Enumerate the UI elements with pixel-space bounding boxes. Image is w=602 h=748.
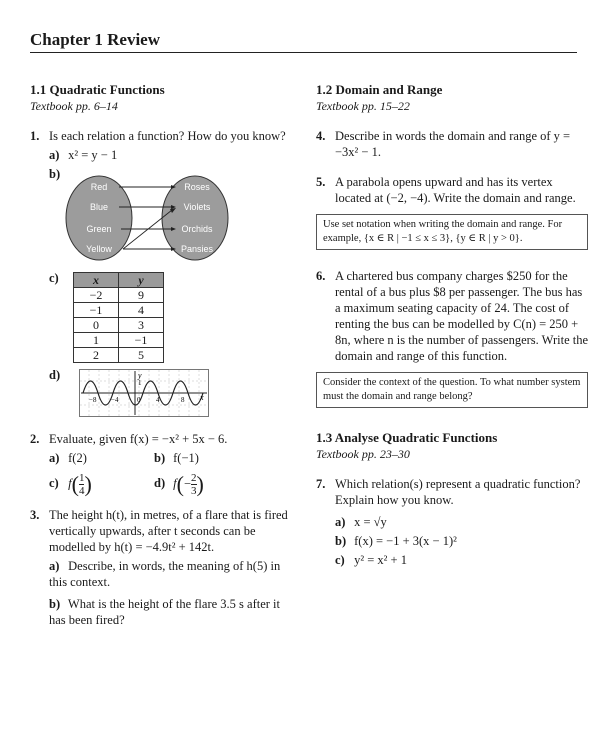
question-text: Is each relation a function? How do you know? bbox=[49, 129, 286, 143]
part-text: f(2) bbox=[68, 451, 87, 465]
question-text: The height h(t), in metres, of a flare that is fired vertically upwards, after t seconds can be modelled by h(t) = −4.9t² + 142t. bbox=[49, 508, 288, 554]
table-row bbox=[74, 303, 164, 318]
part-label: c) bbox=[49, 271, 59, 285]
sine-graph bbox=[79, 369, 292, 421]
table-cell: 4 bbox=[119, 303, 164, 318]
part-label: a) bbox=[49, 148, 60, 162]
question-number: 5. bbox=[316, 175, 326, 189]
question-text: Describe in words the domain and range of y = −3x² − 1. bbox=[335, 129, 571, 159]
mapping-diagram bbox=[59, 174, 292, 266]
hint-box-domain-range: Use set notation when writing the domain and range. For example, {x ∈ R | −1 ≤ x ≤ 3}, {y ∈ R | y > 0}. bbox=[316, 214, 588, 250]
xy-table bbox=[73, 272, 164, 363]
table-row bbox=[74, 318, 164, 333]
table-cell: 1 bbox=[74, 333, 119, 348]
question-number: 7. bbox=[316, 477, 326, 491]
table-header-y: y bbox=[119, 273, 164, 288]
question-7 bbox=[316, 476, 588, 568]
question-6 bbox=[316, 268, 588, 364]
table-cell: 3 bbox=[119, 318, 164, 333]
part-text: Describe, in words, the meaning of h(5) in this context. bbox=[49, 559, 281, 589]
table-row bbox=[74, 333, 164, 348]
question-number: 4. bbox=[316, 129, 326, 143]
part-b bbox=[335, 533, 588, 549]
domain-item-blue: Blue bbox=[89, 202, 109, 212]
question-number: 3. bbox=[30, 508, 40, 522]
right-column bbox=[316, 82, 588, 568]
table-cell: 9 bbox=[119, 288, 164, 303]
question-text: Which relation(s) represent a quadratic function? Explain how you know. bbox=[335, 477, 581, 507]
range-item-violets: Violets bbox=[183, 202, 211, 212]
x-tick-label: 0 bbox=[137, 396, 141, 404]
part-label: a) bbox=[335, 515, 346, 529]
section-heading-1-1: 1.1 Quadratic Functions bbox=[30, 82, 165, 97]
part-label: a) bbox=[49, 559, 60, 573]
part-label: d) bbox=[154, 476, 166, 491]
part-label: b) bbox=[335, 534, 347, 548]
section-ref-1-1: Textbook pp. 6–14 bbox=[30, 99, 118, 113]
part-d bbox=[49, 367, 292, 421]
x-tick-label: −4 bbox=[111, 396, 119, 404]
part-text: What is the height of the flare 3.5 s after it has been fired? bbox=[49, 597, 280, 627]
part-label: c) bbox=[335, 553, 345, 567]
parts-row-ab bbox=[49, 450, 292, 466]
left-column bbox=[30, 82, 292, 628]
table-row bbox=[74, 348, 164, 363]
range-item-roses: Roses bbox=[184, 182, 210, 192]
y-axis-label: y bbox=[138, 371, 142, 380]
part-label: b) bbox=[49, 167, 61, 181]
x-tick-label: 4 bbox=[156, 396, 160, 404]
part-text: f(x) = −1 + 3(x − 1)² bbox=[354, 534, 457, 548]
range-item-orchids: Orchids bbox=[181, 224, 213, 234]
y-tick-label: 1 bbox=[138, 379, 142, 387]
table-header-x: x bbox=[74, 273, 119, 288]
parts-row-cd: c) f( $\frac{1}{4}$ ) d) f(− $\frac{2}{3}$ ) bbox=[49, 471, 204, 497]
table-cell: 5 bbox=[119, 348, 164, 363]
question-4 bbox=[316, 128, 588, 160]
part-label: b) bbox=[154, 451, 166, 465]
part-label: b) bbox=[49, 597, 61, 611]
question-2 bbox=[30, 431, 292, 497]
x-axis-label: x bbox=[200, 393, 204, 402]
part-c bbox=[335, 552, 588, 568]
part-text: x² = y − 1 bbox=[68, 148, 118, 162]
x-tick-label: 8 bbox=[181, 396, 185, 404]
domain-item-yellow: Yellow bbox=[86, 244, 112, 254]
domain-item-red: Red bbox=[90, 182, 108, 192]
table-cell: −1 bbox=[119, 333, 164, 348]
part-label: a) bbox=[49, 451, 60, 465]
question-number: 6. bbox=[316, 269, 326, 283]
part-label: d) bbox=[49, 368, 61, 382]
part-text: x = √y bbox=[354, 515, 387, 529]
part-text: y² = x² + 1 bbox=[354, 553, 407, 567]
title-rule bbox=[30, 52, 577, 53]
part-b bbox=[49, 596, 292, 628]
question-number: 2. bbox=[30, 432, 40, 446]
part-a bbox=[49, 147, 292, 163]
part-label: c) bbox=[49, 476, 59, 491]
part-a bbox=[335, 514, 588, 530]
part-text: f(−1) bbox=[173, 451, 199, 465]
denominator: 4 bbox=[78, 485, 85, 497]
question-text: A chartered bus company charges $250 for the rental of a bus plus $8 per passenger. The bus has a maximum seating capacity of 24. The cost of renting the bus can be modelled by C(n) = 250 + 8n, where n is the number of passengers. Write the domain and range of this function. bbox=[335, 269, 589, 363]
denominator: 3 bbox=[191, 485, 197, 497]
part-a bbox=[49, 558, 292, 590]
table-cell: 2 bbox=[74, 348, 119, 363]
x-tick-label: −8 bbox=[89, 396, 97, 404]
section-heading-1-2: 1.2 Domain and Range bbox=[316, 82, 443, 97]
numerator: 2 bbox=[191, 472, 197, 484]
table-row bbox=[74, 288, 164, 303]
question-1 bbox=[30, 128, 292, 421]
page-title: Chapter 1 Review bbox=[30, 30, 160, 49]
numerator: 1 bbox=[78, 472, 85, 484]
part-b bbox=[49, 166, 292, 266]
domain-item-green: Green bbox=[86, 224, 112, 234]
table-cell: 0 bbox=[74, 318, 119, 333]
question-text: Evaluate, given f(x) = −x² + 5x − 6. bbox=[49, 432, 228, 446]
range-item-pansies: Pansies bbox=[180, 244, 214, 254]
table-cell: −2 bbox=[74, 288, 119, 303]
section-ref-1-2: Textbook pp. 15–22 bbox=[316, 99, 410, 113]
part-c bbox=[49, 270, 292, 363]
table-cell: −1 bbox=[74, 303, 119, 318]
question-number: 1. bbox=[30, 129, 40, 143]
hint-box-context: Consider the context of the question. To what number system must the domain and range belong? bbox=[316, 372, 588, 408]
section-ref-1-3: Textbook pp. 23–30 bbox=[316, 447, 410, 461]
question-3 bbox=[30, 507, 292, 628]
question-5 bbox=[316, 174, 588, 206]
section-heading-1-3: 1.3 Analyse Quadratic Functions bbox=[316, 430, 498, 445]
question-text: A parabola opens upward and has its vertex located at (−2, −4). Write the domain and range. bbox=[335, 175, 576, 205]
